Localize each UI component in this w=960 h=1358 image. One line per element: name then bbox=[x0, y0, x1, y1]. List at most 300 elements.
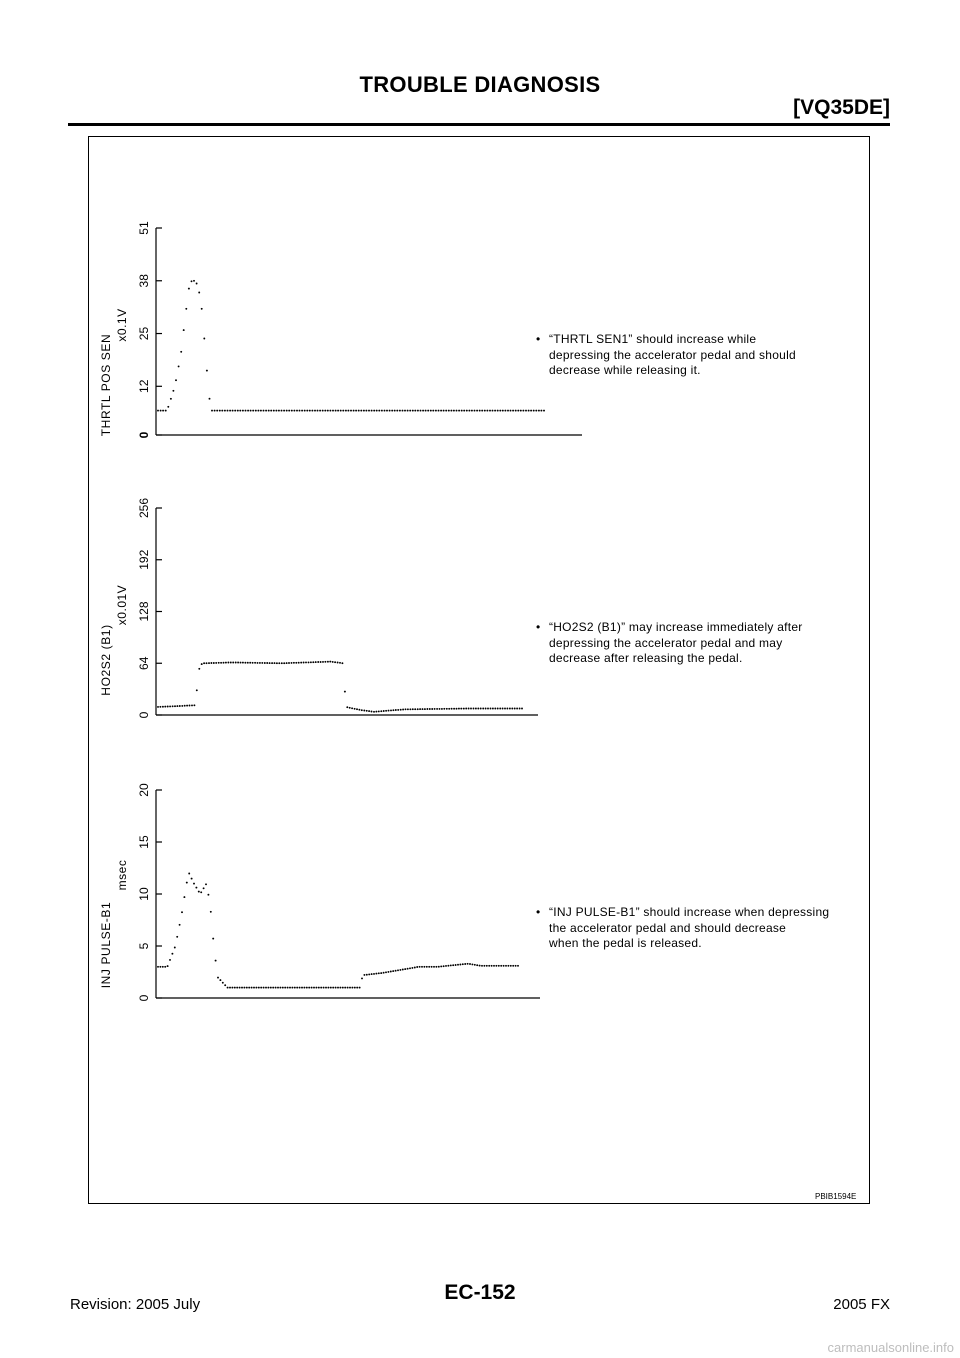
data-point bbox=[443, 708, 445, 710]
note-line: depressing the accelerator pedal and may bbox=[549, 635, 783, 650]
data-point bbox=[354, 987, 356, 989]
data-point bbox=[246, 987, 248, 989]
data-point bbox=[181, 911, 183, 913]
data-point bbox=[458, 708, 460, 710]
data-point bbox=[315, 987, 317, 989]
data-point bbox=[169, 959, 171, 961]
data-point bbox=[522, 410, 524, 412]
data-point bbox=[279, 987, 281, 989]
data-point bbox=[235, 662, 237, 664]
inj-pulse-b1-chart bbox=[99, 783, 540, 1001]
data-point bbox=[445, 965, 447, 967]
data-point bbox=[422, 708, 424, 710]
data-point bbox=[499, 410, 501, 412]
data-point bbox=[268, 410, 270, 412]
data-point bbox=[497, 410, 499, 412]
data-point bbox=[172, 705, 174, 707]
y-tick-label: 10 bbox=[137, 887, 151, 901]
data-point bbox=[436, 708, 438, 710]
data-point bbox=[463, 410, 465, 412]
data-point bbox=[301, 987, 303, 989]
data-point bbox=[464, 963, 466, 965]
data-point bbox=[502, 410, 504, 412]
data-point bbox=[232, 410, 234, 412]
data-point bbox=[160, 410, 162, 412]
data-point bbox=[535, 410, 537, 412]
data-point bbox=[378, 410, 380, 412]
data-point bbox=[322, 661, 324, 663]
data-point bbox=[368, 710, 370, 712]
data-point bbox=[363, 710, 365, 712]
data-point bbox=[275, 987, 277, 989]
data-point bbox=[471, 963, 473, 965]
data-point bbox=[509, 708, 511, 710]
data-point bbox=[356, 708, 358, 710]
data-point bbox=[288, 662, 290, 664]
data-point bbox=[363, 974, 365, 976]
data-point bbox=[385, 971, 387, 973]
data-point bbox=[467, 963, 469, 965]
data-point bbox=[486, 965, 488, 967]
data-point bbox=[409, 708, 411, 710]
data-point bbox=[459, 964, 461, 966]
data-point bbox=[383, 972, 385, 974]
data-point bbox=[448, 410, 450, 412]
data-point bbox=[330, 987, 332, 989]
data-point bbox=[426, 966, 428, 968]
data-point bbox=[298, 662, 300, 664]
data-point bbox=[368, 410, 370, 412]
data-point bbox=[416, 966, 418, 968]
data-point bbox=[481, 965, 483, 967]
data-point bbox=[435, 966, 437, 968]
data-point bbox=[498, 965, 500, 967]
data-point bbox=[183, 329, 185, 331]
data-point bbox=[485, 708, 487, 710]
data-point bbox=[479, 965, 481, 967]
data-point bbox=[251, 987, 253, 989]
data-point bbox=[451, 708, 453, 710]
data-point bbox=[484, 410, 486, 412]
data-point bbox=[448, 708, 450, 710]
data-point bbox=[520, 410, 522, 412]
data-point bbox=[229, 410, 231, 412]
data-point bbox=[180, 351, 182, 353]
y-axis-unit: x0.1V bbox=[115, 308, 129, 342]
bullet-icon: • bbox=[536, 905, 541, 919]
data-point bbox=[327, 661, 329, 663]
data-point bbox=[419, 708, 421, 710]
data-point bbox=[236, 987, 238, 989]
data-point bbox=[323, 987, 325, 989]
data-point bbox=[339, 987, 341, 989]
data-point bbox=[288, 410, 290, 412]
data-point bbox=[368, 973, 370, 975]
data-point bbox=[327, 410, 329, 412]
data-point bbox=[470, 708, 472, 710]
watermark: carmanualsonline.info bbox=[827, 1340, 954, 1355]
data-point bbox=[344, 691, 346, 693]
data-point bbox=[278, 662, 280, 664]
data-point bbox=[492, 410, 494, 412]
data-point bbox=[250, 410, 252, 412]
data-point bbox=[474, 964, 476, 966]
data-point bbox=[453, 708, 455, 710]
data-point bbox=[350, 410, 352, 412]
data-point bbox=[477, 708, 479, 710]
data-point bbox=[224, 984, 226, 986]
data-point bbox=[237, 662, 239, 664]
data-point bbox=[164, 966, 166, 968]
data-point bbox=[309, 410, 311, 412]
data-point bbox=[159, 706, 161, 708]
data-point bbox=[458, 410, 460, 412]
data-point bbox=[466, 410, 468, 412]
data-point bbox=[516, 708, 518, 710]
data-point bbox=[193, 280, 195, 282]
data-point bbox=[385, 710, 387, 712]
data-point bbox=[255, 410, 257, 412]
data-point bbox=[399, 410, 401, 412]
data-point bbox=[162, 966, 164, 968]
data-point bbox=[473, 708, 475, 710]
note-line: when the pedal is released. bbox=[549, 936, 702, 950]
data-point bbox=[390, 709, 392, 711]
data-point bbox=[274, 662, 276, 664]
data-point bbox=[169, 705, 171, 707]
data-point bbox=[351, 707, 353, 709]
data-point bbox=[489, 410, 491, 412]
data-point bbox=[365, 410, 367, 412]
data-point bbox=[186, 882, 188, 884]
data-point bbox=[291, 662, 293, 664]
data-point bbox=[305, 661, 307, 663]
data-point bbox=[487, 708, 489, 710]
data-point bbox=[172, 390, 174, 392]
data-point bbox=[312, 661, 314, 663]
data-point bbox=[273, 410, 275, 412]
data-point bbox=[389, 410, 391, 412]
data-point bbox=[405, 708, 407, 710]
data-point bbox=[195, 887, 197, 889]
data-point bbox=[500, 965, 502, 967]
data-point bbox=[407, 708, 409, 710]
bullet-icon: • bbox=[536, 620, 541, 634]
data-point bbox=[450, 410, 452, 412]
data-point bbox=[395, 970, 397, 972]
y-tick-label: 0 bbox=[137, 711, 151, 719]
note-line: the accelerator pedal and should decrease bbox=[549, 920, 787, 935]
data-point bbox=[363, 410, 365, 412]
note-inj-pulse bbox=[536, 905, 829, 952]
data-point bbox=[157, 966, 159, 968]
data-point bbox=[494, 410, 496, 412]
data-point bbox=[277, 987, 279, 989]
data-point bbox=[510, 965, 512, 967]
data-point bbox=[278, 410, 280, 412]
data-point bbox=[504, 708, 506, 710]
data-point bbox=[402, 410, 404, 412]
data-point bbox=[299, 410, 301, 412]
data-point bbox=[474, 410, 476, 412]
data-point bbox=[221, 410, 223, 412]
data-point bbox=[289, 987, 291, 989]
data-point bbox=[380, 710, 382, 712]
data-point bbox=[176, 936, 178, 938]
data-point bbox=[402, 709, 404, 711]
data-point bbox=[178, 365, 180, 367]
data-point bbox=[293, 410, 295, 412]
data-point bbox=[342, 410, 344, 412]
data-point bbox=[433, 966, 435, 968]
data-point bbox=[450, 964, 452, 966]
data-point bbox=[507, 965, 509, 967]
y-tick-label: 64 bbox=[137, 656, 151, 670]
y-tick-label: 5 bbox=[137, 942, 151, 950]
data-point bbox=[311, 987, 313, 989]
data-point bbox=[457, 964, 459, 966]
data-point bbox=[240, 662, 242, 664]
data-point bbox=[378, 710, 380, 712]
data-point bbox=[203, 887, 205, 889]
data-point bbox=[317, 410, 319, 412]
data-point bbox=[291, 410, 293, 412]
data-point bbox=[157, 706, 159, 708]
data-point bbox=[432, 410, 434, 412]
data-point bbox=[239, 410, 241, 412]
data-point bbox=[283, 410, 285, 412]
data-point bbox=[317, 661, 319, 663]
y-tick-label: 12 bbox=[137, 379, 151, 393]
note-line: “THRTL SEN1” should increase while bbox=[549, 332, 757, 346]
data-point bbox=[462, 963, 464, 965]
data-point bbox=[404, 410, 406, 412]
data-point bbox=[371, 711, 373, 713]
data-point bbox=[455, 964, 457, 966]
data-point bbox=[263, 987, 265, 989]
data-point bbox=[345, 410, 347, 412]
data-point bbox=[488, 965, 490, 967]
data-point bbox=[511, 708, 513, 710]
data-point bbox=[286, 662, 288, 664]
data-point bbox=[293, 662, 295, 664]
data-point bbox=[460, 708, 462, 710]
data-point bbox=[375, 973, 377, 975]
data-point bbox=[414, 967, 416, 969]
data-point bbox=[327, 987, 329, 989]
data-point bbox=[510, 410, 512, 412]
data-point bbox=[210, 911, 212, 913]
data-point bbox=[260, 410, 262, 412]
data-point bbox=[344, 987, 346, 989]
y-tick-label: 15 bbox=[137, 835, 151, 849]
data-point bbox=[475, 708, 477, 710]
data-point bbox=[505, 965, 507, 967]
y-tick-label: 0 bbox=[137, 994, 151, 1002]
data-point bbox=[188, 288, 190, 290]
data-point bbox=[198, 891, 200, 893]
data-point bbox=[301, 410, 303, 412]
data-point bbox=[514, 708, 516, 710]
data-point bbox=[254, 662, 256, 664]
data-point bbox=[387, 971, 389, 973]
data-point bbox=[400, 709, 402, 711]
data-point bbox=[203, 662, 205, 664]
data-point bbox=[439, 708, 441, 710]
data-point bbox=[258, 987, 260, 989]
data-point bbox=[354, 708, 356, 710]
data-point bbox=[239, 987, 241, 989]
data-point bbox=[266, 662, 268, 664]
data-point bbox=[424, 708, 426, 710]
data-point bbox=[335, 987, 337, 989]
y-tick-label: 192 bbox=[137, 549, 151, 570]
data-point bbox=[234, 987, 236, 989]
data-point bbox=[383, 710, 385, 712]
data-point bbox=[409, 967, 411, 969]
data-point bbox=[223, 662, 225, 664]
data-point bbox=[191, 280, 193, 282]
data-point bbox=[299, 987, 301, 989]
y-tick-label: 20 bbox=[137, 783, 151, 797]
data-point bbox=[396, 410, 398, 412]
data-point bbox=[440, 965, 442, 967]
data-point bbox=[313, 987, 315, 989]
data-point bbox=[465, 708, 467, 710]
data-point bbox=[347, 987, 349, 989]
data-point bbox=[208, 662, 210, 664]
data-point bbox=[196, 689, 198, 691]
data-point bbox=[276, 662, 278, 664]
data-point bbox=[310, 661, 312, 663]
data-point bbox=[227, 987, 229, 989]
data-point bbox=[206, 662, 208, 664]
data-point bbox=[281, 662, 283, 664]
data-point bbox=[332, 661, 334, 663]
data-point bbox=[219, 410, 221, 412]
data-point bbox=[216, 410, 218, 412]
data-point bbox=[225, 662, 227, 664]
data-point bbox=[435, 410, 437, 412]
data-point bbox=[540, 410, 542, 412]
data-point bbox=[349, 707, 351, 709]
data-point bbox=[157, 410, 159, 412]
data-point bbox=[515, 410, 517, 412]
thrtl-pos-sen-chart bbox=[99, 221, 582, 438]
data-point bbox=[423, 966, 425, 968]
data-point bbox=[198, 668, 200, 670]
data-point bbox=[495, 965, 497, 967]
data-point bbox=[244, 662, 246, 664]
data-point bbox=[242, 662, 244, 664]
data-point bbox=[397, 969, 399, 971]
data-point bbox=[490, 708, 492, 710]
data-point bbox=[217, 977, 219, 979]
y-axis-label: THRTL POS SEN bbox=[99, 333, 113, 437]
data-point bbox=[174, 947, 176, 949]
data-point bbox=[222, 982, 224, 984]
data-point bbox=[242, 410, 244, 412]
data-point bbox=[253, 987, 255, 989]
ho2s2-b1-chart bbox=[99, 497, 541, 719]
data-point bbox=[296, 410, 298, 412]
data-point bbox=[434, 708, 436, 710]
data-point bbox=[184, 705, 186, 707]
data-point bbox=[381, 410, 383, 412]
bullet-icon: • bbox=[536, 332, 541, 346]
data-point bbox=[543, 410, 545, 412]
data-point bbox=[371, 410, 373, 412]
data-point bbox=[201, 308, 203, 310]
note-line: “HO2S2 (B1)” may increase immediately after bbox=[549, 620, 803, 634]
data-point bbox=[438, 410, 440, 412]
data-point bbox=[443, 410, 445, 412]
data-point bbox=[183, 896, 185, 898]
data-point bbox=[399, 969, 401, 971]
data-point bbox=[414, 708, 416, 710]
data-point bbox=[341, 662, 343, 664]
data-point bbox=[212, 938, 214, 940]
data-point bbox=[257, 410, 259, 412]
data-point bbox=[378, 972, 380, 974]
data-point bbox=[342, 987, 344, 989]
y-tick-label: 128 bbox=[137, 601, 151, 622]
data-point bbox=[404, 968, 406, 970]
revision-text: Revision: 2005 July bbox=[70, 1296, 201, 1313]
page-number: EC-152 bbox=[444, 1281, 516, 1304]
data-point bbox=[391, 410, 393, 412]
data-point bbox=[469, 963, 471, 965]
data-point bbox=[167, 406, 169, 408]
data-point bbox=[417, 410, 419, 412]
data-point bbox=[486, 410, 488, 412]
data-point bbox=[176, 705, 178, 707]
data-point bbox=[538, 410, 540, 412]
data-point bbox=[429, 708, 431, 710]
y-tick-label: 25 bbox=[137, 326, 151, 341]
data-point bbox=[340, 410, 342, 412]
data-point bbox=[440, 410, 442, 412]
data-point bbox=[211, 410, 213, 412]
data-point bbox=[175, 379, 177, 381]
data-point bbox=[320, 661, 322, 663]
data-point bbox=[417, 708, 419, 710]
note-line: “INJ PULSE-B1” should increase when depressing bbox=[549, 905, 830, 919]
data-point bbox=[224, 410, 226, 412]
data-point bbox=[189, 705, 191, 707]
data-point bbox=[209, 398, 211, 400]
data-point bbox=[218, 662, 220, 664]
data-point bbox=[191, 878, 193, 880]
data-point bbox=[346, 706, 348, 708]
data-point bbox=[227, 662, 229, 664]
data-point bbox=[347, 410, 349, 412]
data-point bbox=[282, 987, 284, 989]
data-point bbox=[386, 410, 388, 412]
data-point bbox=[300, 662, 302, 664]
note-line: decrease while releasing it. bbox=[549, 363, 701, 377]
data-point bbox=[425, 410, 427, 412]
data-point bbox=[205, 883, 207, 885]
data-point bbox=[296, 987, 298, 989]
data-point bbox=[171, 953, 173, 955]
data-point bbox=[220, 662, 222, 664]
data-point bbox=[174, 705, 176, 707]
data-point bbox=[303, 987, 305, 989]
data-point bbox=[512, 410, 514, 412]
data-point bbox=[371, 973, 373, 975]
data-point bbox=[499, 708, 501, 710]
